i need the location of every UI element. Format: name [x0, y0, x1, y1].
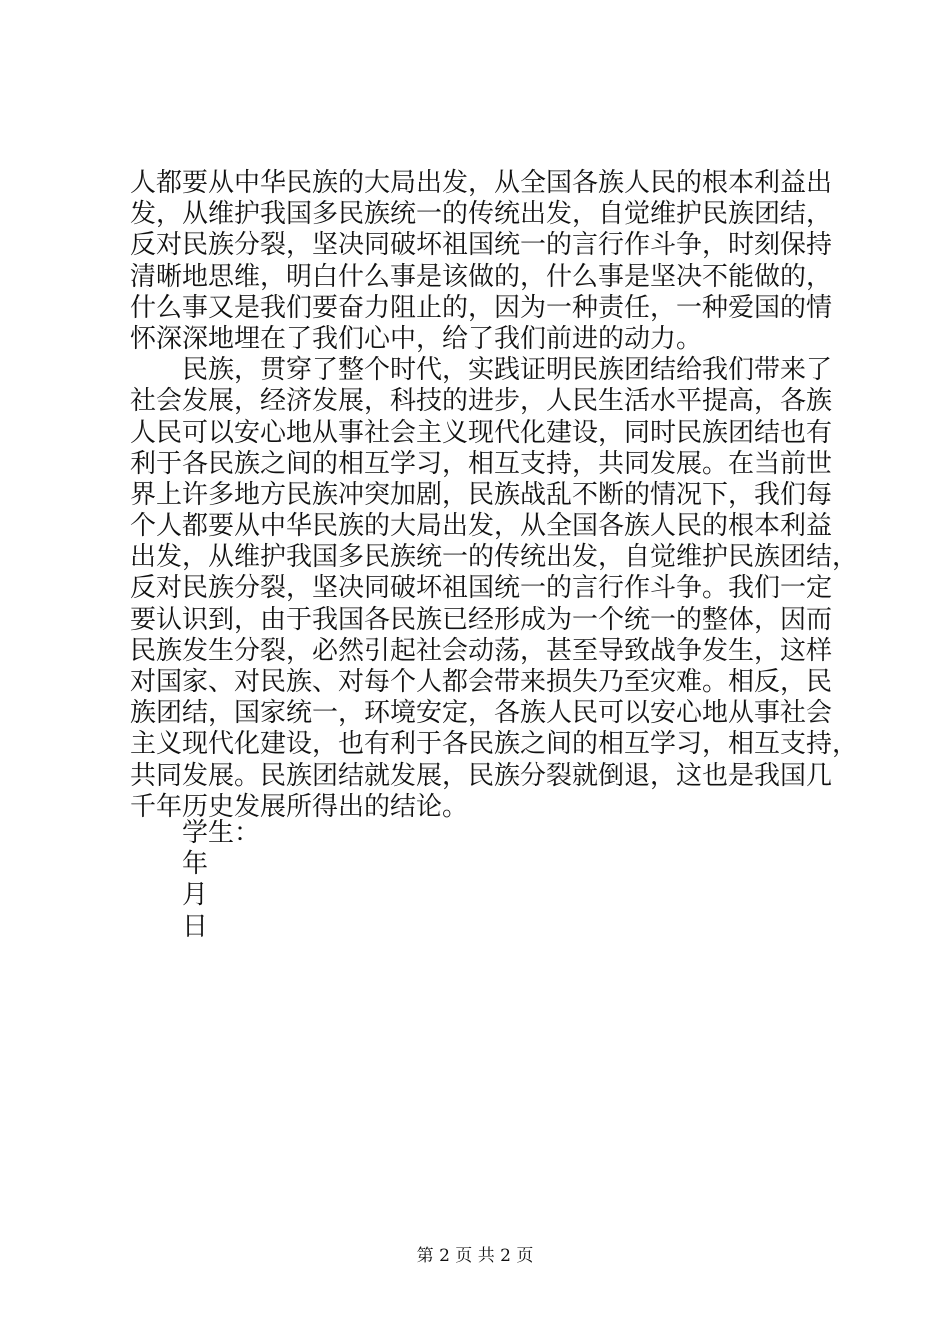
student-label: 学生： [182, 818, 261, 848]
body-line: 社会发展，经济发展，科技的进步，人民生活水平提高，各族 [130, 386, 833, 417]
body-line: 族团结，国家统一，环境安定，各族人民可以安心地从事社会 [130, 698, 833, 729]
body-line: 对国家、对民族、对每个人都会带来损失乃至灾难。相反，民 [130, 667, 833, 697]
body-line: 反对民族分裂，坚决同破坏祖国统一的言行作斗争。我们一定 [130, 573, 833, 604]
body-line: 反对民族分裂，坚决同破坏祖国统一的言行作斗争，时刻保持 [130, 230, 833, 261]
body-line: 界上许多地方民族冲突加剧，民族战乱不断的情况下，我们每 [130, 479, 833, 510]
day-label: 日 [182, 911, 209, 942]
body-line: 人民可以安心地从事社会主义现代化建设，同时民族团结也有 [130, 417, 833, 448]
body-line: 千年历史发展所得出的结论。 [130, 791, 469, 822]
body-line: 主义现代化建设，也有利于各民族之间的相互学习，相互支持， [130, 729, 859, 760]
body-line: 利于各民族之间的相互学习，相互支持，共同发展。在当前世 [130, 448, 833, 479]
page-footer: 第 2 页 共 2 页 [416, 1246, 534, 1266]
body-line: 人都要从中华民族的大局出发，从全国各族人民的根本利益出 [130, 168, 833, 198]
body-line: 出发，从维护我国多民族统一的传统出发，自觉维护民族团结， [130, 542, 859, 573]
body-line: 怀深深地埋在了我们心中，给了我们前进的动力。 [130, 323, 703, 354]
body-line: 个人都要从中华民族的大局出发，从全国各族人民的根本利益 [130, 511, 833, 542]
body-line: 民族，贯穿了整个时代，实践证明民族团结给我们带来了 [182, 355, 833, 386]
year-label: 年 [182, 849, 209, 880]
body-line: 发，从维护我国多民族统一的传统出发，自觉维护民族团结， [130, 199, 833, 230]
month-label: 月 [182, 880, 209, 911]
body-line: 共同发展。民族团结就发展，民族分裂就倒退，这也是我国几 [130, 760, 833, 791]
body-line: 要认识到，由于我国各民族已经形成为一个统一的整体，因而 [130, 604, 833, 635]
body-line: 民族发生分裂，必然引起社会动荡，甚至导致战争发生，这样 [130, 635, 833, 666]
signature-block [182, 818, 260, 943]
body-line: 什么事又是我们要奋力阻止的，因为一种责任，一种爱国的情 [130, 292, 833, 323]
document-body [130, 168, 859, 823]
body-line: 清晰地思维，明白什么事是该做的，什么事是坚决不能做的， [130, 261, 833, 292]
